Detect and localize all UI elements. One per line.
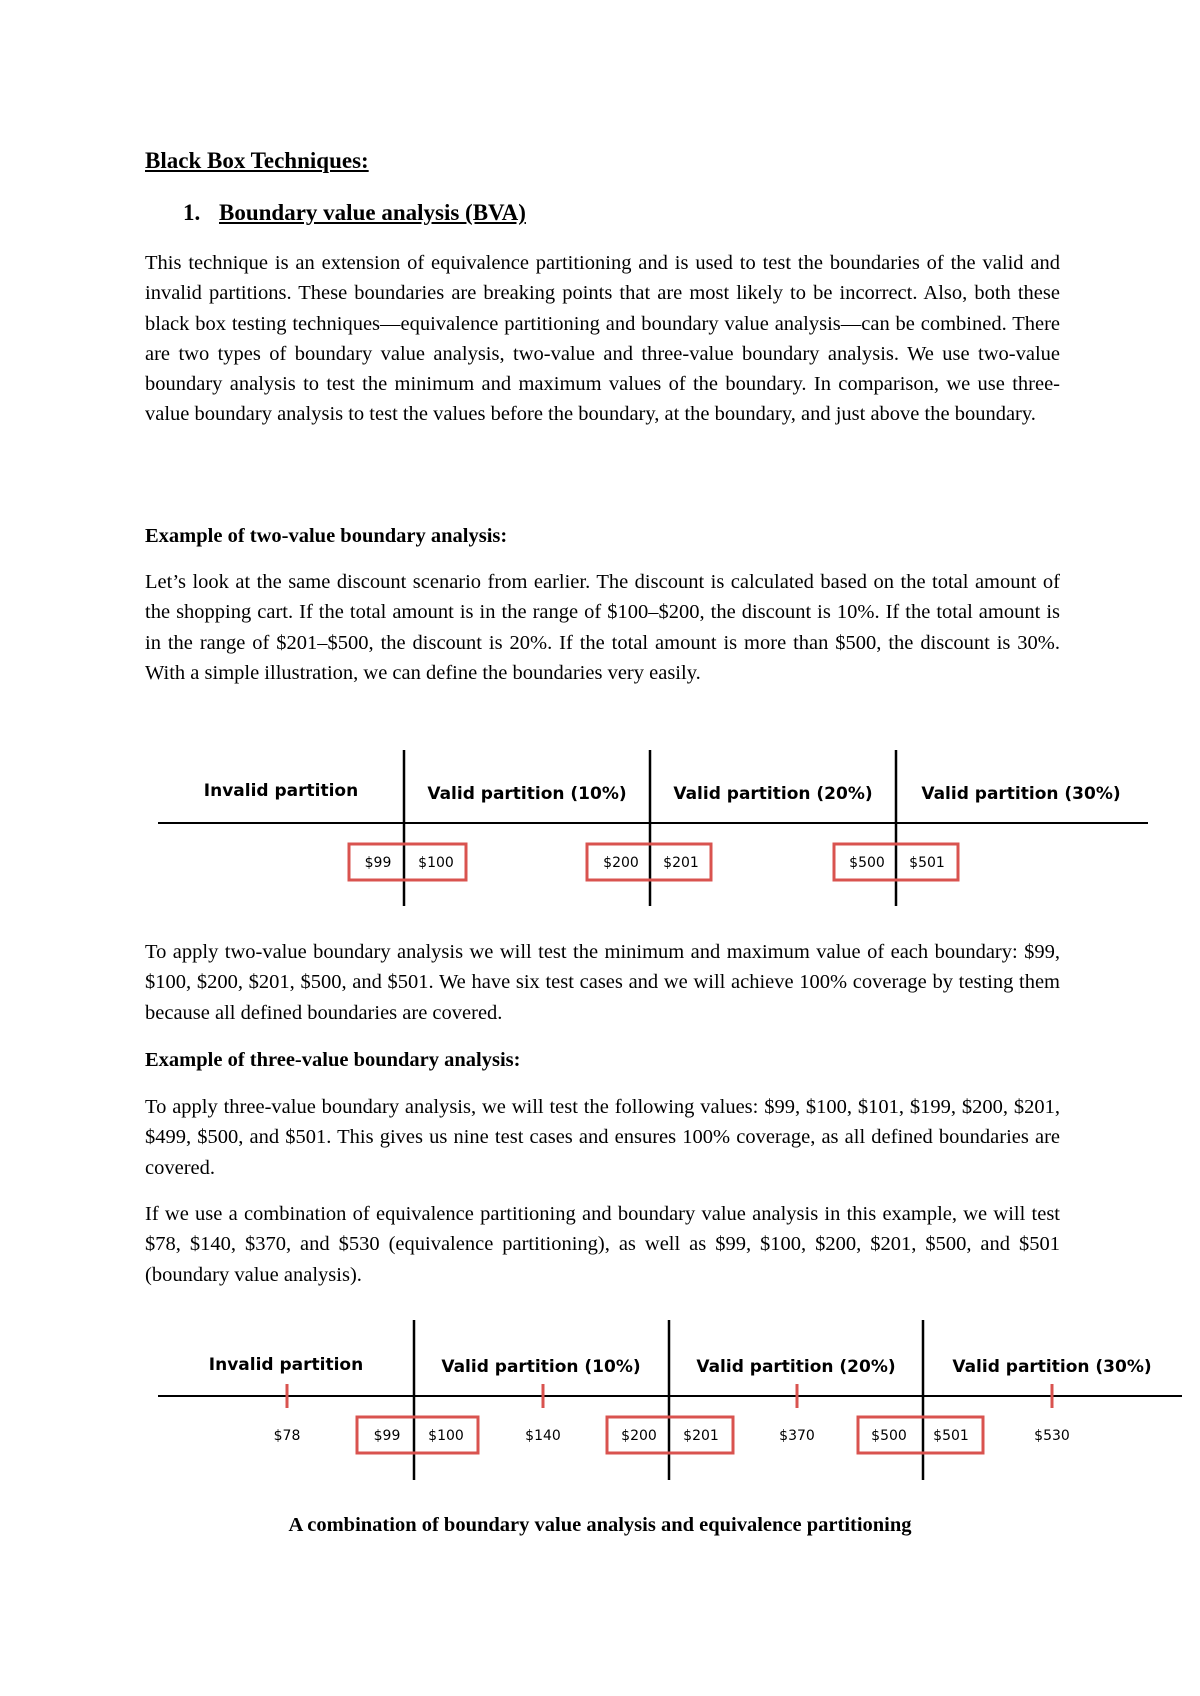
equivalence-value: $530 [1034,1428,1070,1444]
diagram2-header: Invalid partition [208,1355,364,1375]
diagram1-header: Valid partition (10%) [427,784,627,804]
boundary-value: $100 [418,855,454,871]
diagram1-header: Valid partition (30%) [921,784,1121,804]
combination-diagram [0,1312,1200,1482]
three-value-paragraph: To apply three-value boundary analysis, we will test the following values: $99, $100, $101, $199, $200, $201, $499, $500, and $501. This gives us nine test cases and ensures 100% coverage, as all defined boundaries are covered. [145,1096,1060,1179]
boundary-value: $100 [428,1428,464,1444]
boundary-value: $201 [663,855,699,871]
intro-paragraph: This technique is an extension of equivalence partitioning and is used to test the boundaries of the valid and invalid partitions. These boundaries are breaking points that are most likely to be incorrect. Also, both these black box testing techniques—equivalence partitioning and boundary value analysis—can be combined. There are two types of boundary value analysis, two-value and three-value boundary analysis. We use two-value boundary analysis to test the minimum and maximum values of the boundary. In comparison, we use three-value boundary analysis to test the values before the boundary, at the boundary, and just above the boundary. [145,252,1060,426]
boundary-value: $99 [373,1428,401,1444]
section-title: Boundary value analysis (BVA) [219,200,526,225]
two-value-heading: Example of two-value boundary analysis: [145,525,508,547]
equivalence-value: $78 [273,1428,301,1444]
diagram1-header: Invalid partition [203,781,359,801]
page-heading: Black Box Techniques: [145,148,369,173]
section-number: 1. [183,200,201,225]
boundary-value: $501 [909,855,945,871]
boundary-value: $500 [849,855,885,871]
section-heading [183,200,526,226]
combination-paragraph: If we use a combination of equivalence partitioning and boundary value analysis in this example, we will test $78, $140, $370, and $530 (equivalence partitioning), as well as $99, $100, $200, $201, $500, and $501 (boundary value analysis). [145,1203,1060,1286]
two-value-apply-paragraph: To apply two-value boundary analysis we will test the minimum and maximum value of each boundary: $99, $100, $200, $201, $500, and $501. We have six test cases and we will achieve 100% coverage by testing them because all defined boundaries are covered. [145,941,1060,1024]
boundary-value: $500 [871,1428,907,1444]
diagram2-header: Valid partition (20%) [696,1357,896,1377]
two-value-paragraph: Let’s look at the same discount scenario from earlier. The discount is calculated based on the total amount of the shopping cart. If the total amount is in the range of $100–$200, the discount is 10%. If the total amount is in the range of $201–$500, the discount is 20%. If the total amount is more than $500, the discount is 30%. With a simple illustration, we can define the boundaries very easily. [145,571,1060,684]
diagram1-header: Valid partition (20%) [673,784,873,804]
boundary-value: $201 [683,1428,719,1444]
two-value-diagram [0,740,1200,910]
equivalence-value: $370 [779,1428,815,1444]
diagram2-header: Valid partition (30%) [952,1357,1152,1377]
equivalence-value: $140 [525,1428,561,1444]
three-value-heading: Example of three-value boundary analysis: [145,1049,521,1071]
boundary-value: $501 [933,1428,969,1444]
figure-caption: A combination of boundary value analysis and equivalence partitioning [288,1514,912,1536]
boundary-value: $200 [621,1428,657,1444]
diagram2-header: Valid partition (10%) [441,1357,641,1377]
boundary-value: $200 [603,855,639,871]
boundary-value: $99 [364,855,392,871]
